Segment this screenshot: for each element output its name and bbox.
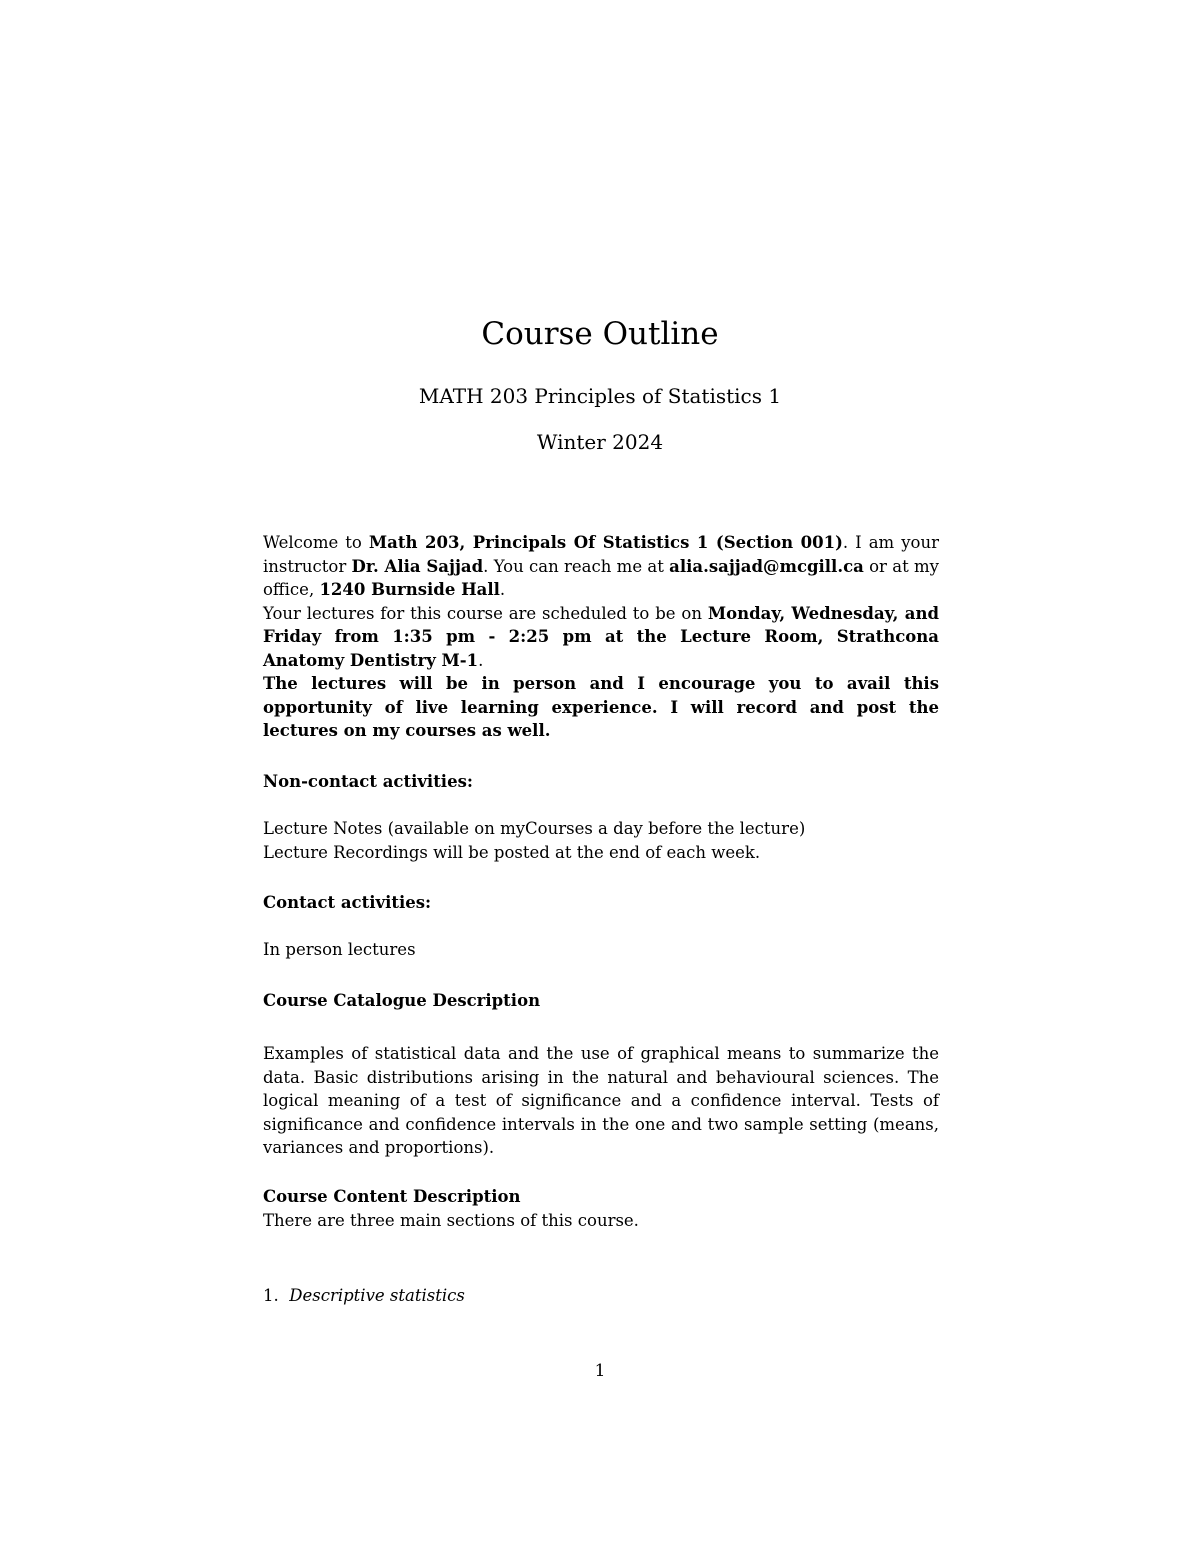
- non-contact-line: Lecture Recordings will be posted at the end of each week.: [263, 842, 761, 862]
- content-list: [263, 1284, 939, 1308]
- term-label: Winter 2024: [536, 430, 664, 454]
- schedule-details: Monday, Wednesday, and Friday from 1:35 pm - 2:25 pm at the Lecture Room, Strathcona Anatomy Dentistry M-1: [263, 603, 939, 670]
- welcome-text: Welcome to: [263, 533, 369, 552]
- schedule-text: Your lectures for this course are scheduled to be on: [263, 603, 708, 623]
- catalogue-text: Examples of statistical data and the use of graphical means to summarize the data. Basic distributions arising in the natural and behavioural sciences. The logical meaning of a test of significance and a confidence interval. Tests of significance and confidence intervals in the one and two sample setting (means, variances and proportions).: [263, 1044, 939, 1157]
- content-section: [263, 1185, 939, 1232]
- catalogue-body: [263, 1042, 939, 1160]
- contact-line: In person lectures: [263, 940, 416, 959]
- in-person-note: The lectures will be in person and I encourage you to avail this opportunity of live learning experience. I will record and post the lectures on my courses as well.: [263, 674, 939, 740]
- welcome-paragraph: [263, 531, 939, 602]
- contact-list: [263, 938, 939, 962]
- welcome-section: [263, 531, 939, 743]
- list-item-number: 1.: [263, 1286, 279, 1305]
- list-item-label: Descriptive statistics: [289, 1286, 465, 1305]
- contact-section: [263, 891, 939, 915]
- welcome-text: . You can reach me at: [483, 556, 670, 576]
- welcome-text: . I am your instructor: [263, 533, 940, 576]
- welcome-text: or at my office,: [263, 556, 939, 599]
- course-name: Math 203, Principals Of Statistics 1 (Section 001): [368, 533, 843, 552]
- list-item: [263, 1284, 939, 1308]
- welcome-text: .: [499, 580, 506, 599]
- course-subtitle: MATH 203 Principles of Statistics 1: [418, 384, 782, 408]
- catalogue-heading: Course Catalogue Description: [263, 991, 541, 1010]
- page-title: Course Outline: [481, 316, 719, 352]
- content-intro: There are three main sections of this course.: [263, 1210, 639, 1230]
- content-heading: Course Content Description: [263, 1187, 521, 1206]
- non-contact-list: [263, 817, 939, 864]
- page-number: 1: [594, 1361, 606, 1381]
- catalogue-section: [263, 989, 939, 1013]
- instructor-name: Dr. Alia Sajjad: [351, 556, 484, 576]
- office-location: 1240 Burnside Hall: [319, 580, 500, 599]
- instructor-email: alia.sajjad@mcgill.ca: [669, 556, 864, 576]
- schedule-paragraph: [263, 602, 939, 673]
- schedule-text: .: [478, 650, 484, 670]
- contact-heading: Contact activities:: [263, 893, 432, 912]
- non-contact-line: Lecture Notes (available on myCourses a day before the lecture): [263, 819, 806, 838]
- non-contact-heading: Non-contact activities:: [263, 772, 473, 791]
- non-contact-section: [263, 770, 939, 794]
